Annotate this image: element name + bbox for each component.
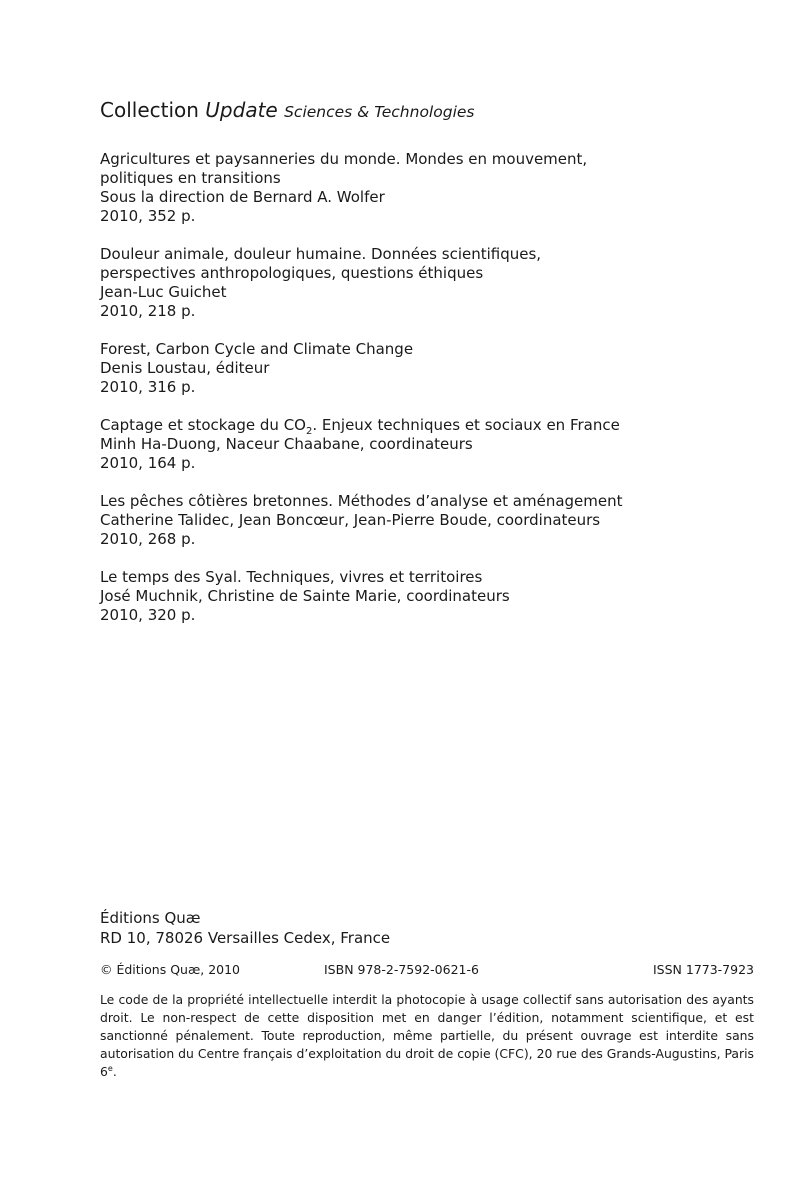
collection-subtitle: Sciences & Technologies (284, 103, 475, 121)
legal-notice-end: . (112, 1064, 117, 1079)
book-details: 2010, 316 p. (100, 378, 196, 396)
book-authors: Denis Loustau, éditeur (100, 359, 270, 377)
book-authors: José Muchnik, Christine de Sainte Marie, coordinateurs (100, 587, 510, 605)
book-list (100, 150, 720, 644)
book-title-subscript: 2 (306, 426, 313, 437)
publication-meta-row (100, 961, 754, 979)
book-authors: Catherine Talidec, Jean Boncœur, Jean-Pierre Boude, coordinateurs (100, 511, 601, 529)
book-title-line (100, 416, 720, 435)
book-title-after: . Enjeux techniques et sociaux en France (312, 416, 620, 434)
book-details: 2010, 218 p. (100, 302, 196, 320)
book-title-line: Douleur animale, douleur humaine. Données scientifiques, (100, 245, 542, 263)
book-details: 2010, 164 p. (100, 454, 196, 472)
book-title-line: perspectives anthropologiques, questions éthiques (100, 264, 484, 282)
book-entry (100, 568, 720, 625)
book-title-line: Agricultures et paysanneries du monde. Mondes en mouvement, (100, 150, 588, 168)
book-authors: Minh Ha-Duong, Naceur Chaabane, coordinateurs (100, 435, 473, 453)
book-details: 2010, 320 p. (100, 606, 196, 624)
book-entry (100, 492, 720, 549)
book-entry (100, 416, 720, 473)
copyright-notice: © Éditions Quæ, 2010 (100, 962, 241, 977)
publisher-address: RD 10, 78026 Versailles Cedex, France (100, 929, 391, 947)
book-authors: Sous la direction de Bernard A. Wolfer (100, 188, 385, 206)
isbn: ISBN 978-2-7592-0621-6 (324, 962, 479, 977)
book-title-line: politiques en transitions (100, 169, 281, 187)
legal-notice (100, 991, 754, 1081)
book-title-line: Les pêches côtières bretonnes. Méthodes d’analyse et aménagement (100, 492, 623, 510)
book-entry (100, 150, 720, 226)
collection-title (100, 97, 474, 125)
book-title-before: Captage et stockage du CO (100, 416, 306, 434)
collection-series: Update (205, 98, 278, 122)
book-authors: Jean-Luc Guichet (100, 283, 227, 301)
book-title-line: Forest, Carbon Cycle and Climate Change (100, 340, 414, 358)
book-entry (100, 340, 720, 397)
collection-prefix: Collection (100, 98, 199, 122)
book-entry (100, 245, 720, 321)
book-title-line: Le temps des Syal. Techniques, vivres et territoires (100, 568, 483, 586)
book-details: 2010, 352 p. (100, 207, 196, 225)
legal-notice-superscript: e (107, 1063, 113, 1073)
legal-notice-text: Le code de la propriété intellectuelle interdit la photocopie à usage collectif sans autorisation des ayants droit. Le non-respect de cette disposition met en danger l’édition, notamment scientifique, et est sanctionné pénalement. Toute reproduction, même partielle, du présent ouvrage est interdite sans autorisation du Centre français d’exploitation du droit de copie (CFC), 20 rue des Grands-Augustins, Paris 6 (100, 992, 754, 1079)
publisher-block (100, 908, 390, 948)
publisher-name: Éditions Quæ (100, 909, 201, 927)
issn: ISSN 1773-7923 (652, 962, 754, 977)
book-details: 2010, 268 p. (100, 530, 196, 548)
